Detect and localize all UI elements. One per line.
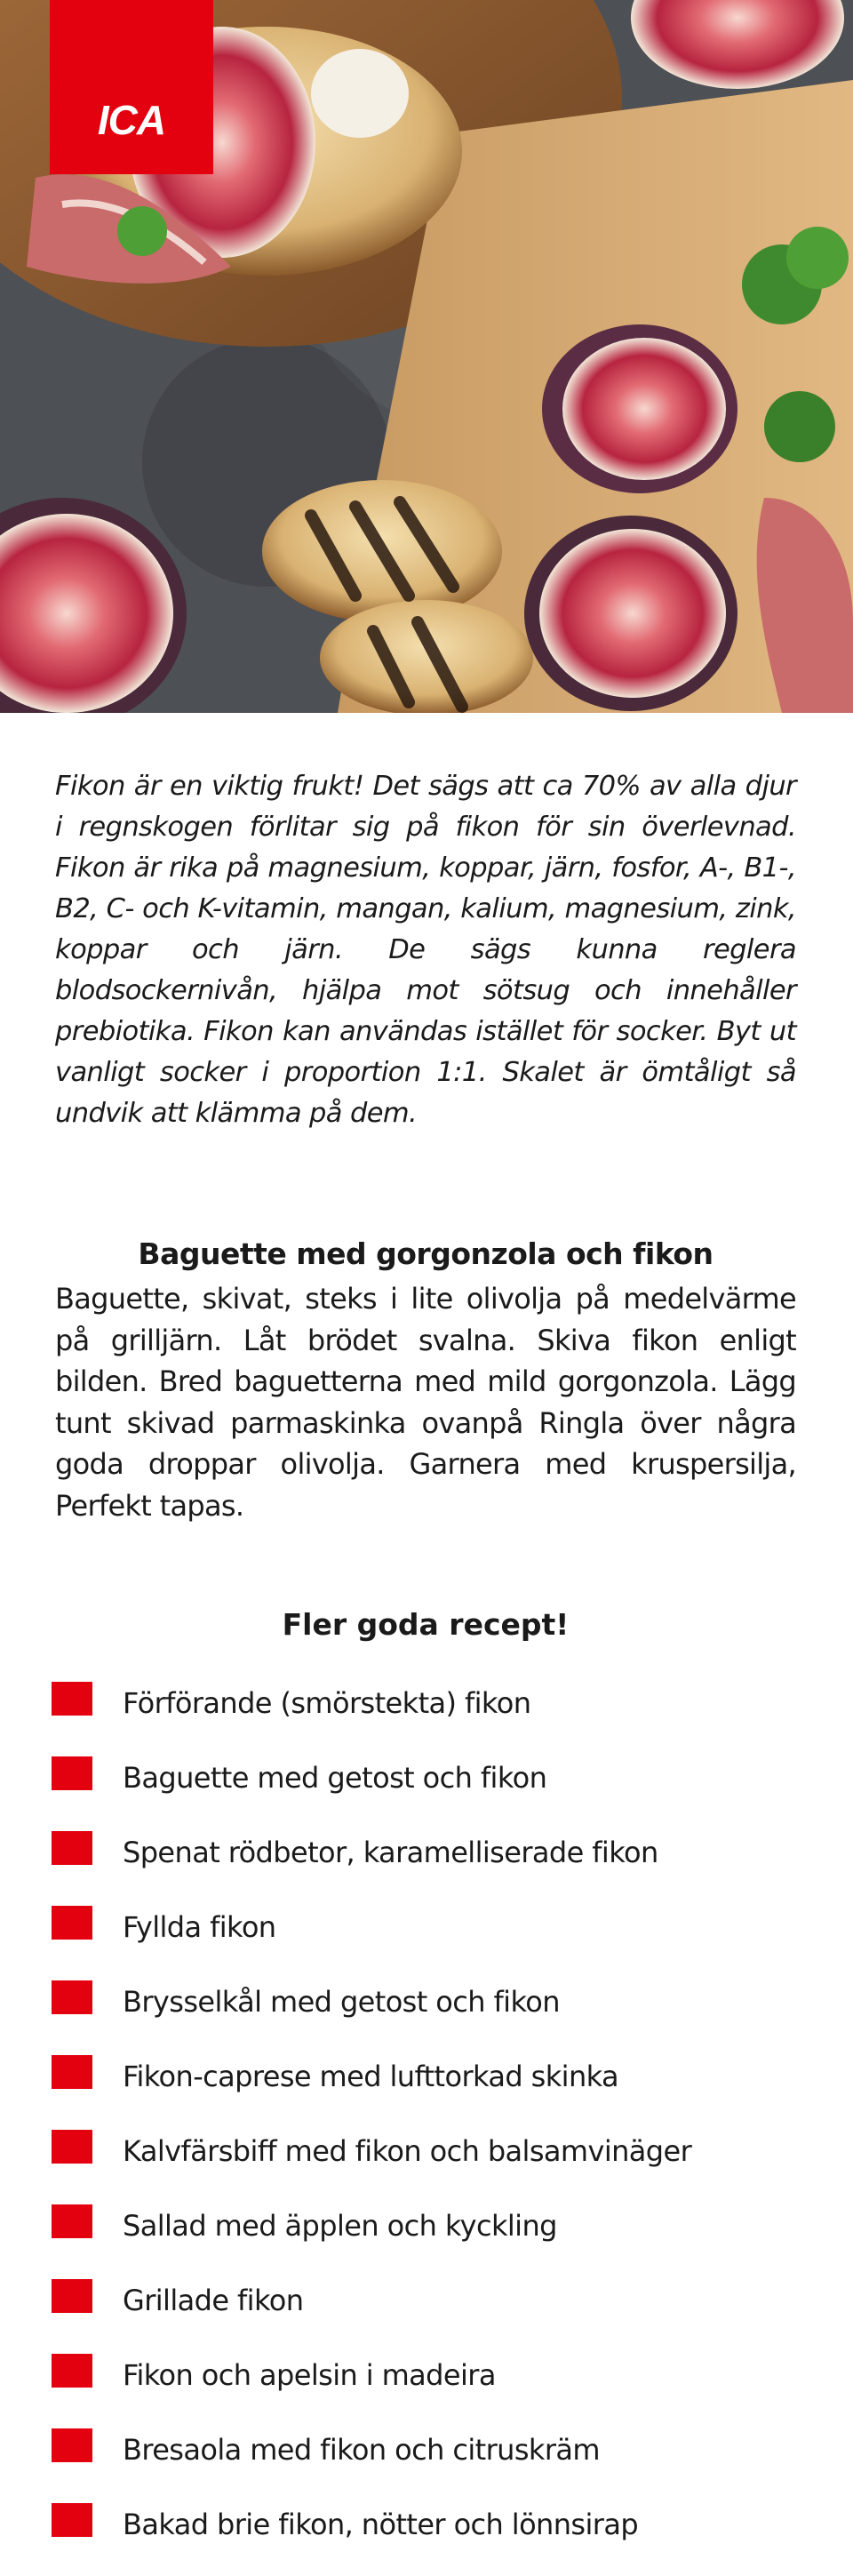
red-square-bullet-icon [52, 2204, 92, 2238]
red-square-bullet-icon [52, 2354, 92, 2388]
recipe-title: Baguette med gorgonzola och fikon [138, 1236, 713, 1271]
red-square-bullet-icon [52, 2428, 92, 2462]
recipe-link[interactable]: Baguette med getost och fikon [123, 1761, 547, 1795]
hero-image [0, 0, 853, 713]
red-square-bullet-icon [52, 2279, 92, 2313]
list-item [52, 2039, 816, 2114]
recipe-link[interactable]: Bakad brie fikon, nötter och lönnsirap [123, 2508, 639, 2541]
list-item [52, 2338, 816, 2412]
red-square-bullet-icon [52, 1831, 92, 1865]
list-item [52, 2263, 816, 2338]
recipe-link[interactable]: Förförande (smörstekta) fikon [123, 1686, 531, 1720]
intro-paragraph: Fikon är en viktig frukt! Det sägs att ca 70% av alla djur i regnskogen förlitar sig på fikon för sin överlevnad. Fikon är rika på magnesium, koppar, järn, fosfor, A-, B1-, B2, C- och K-vitamin, mangan, kalium, magnesium, zink, koppar och järn. De sägs kunna reglera blodsockernivån, hjälpa mot sötsug och innehåller prebiotika. Fikon kan användas istället för socker. Byt ut vanligt socker i proportion 1:1. Skalet är ömtåligt så undvik att klämma på dem. [55, 771, 796, 1129]
list-item [52, 1815, 816, 1890]
ica-logo-text: ICA [97, 97, 166, 143]
list-item [52, 1666, 816, 1740]
recipe-link[interactable]: Bresaola med fikon och citruskräm [123, 2433, 600, 2467]
recipe-link[interactable]: Fikon-caprese med lufttorkad skinka [123, 2060, 619, 2093]
list-item [52, 2114, 816, 2188]
more-recipes-title: Fler goda recept! [282, 1607, 570, 1642]
ica-logo [50, 0, 213, 174]
red-square-bullet-icon [52, 2130, 92, 2164]
red-square-bullet-icon [52, 2055, 92, 2089]
recipe-link[interactable]: Fyllda fikon [123, 1910, 276, 1944]
recipe-link[interactable]: Fikon och apelsin i madeira [123, 2358, 496, 2392]
recipe-link[interactable]: Brysselkål med getost och fikon [123, 1985, 560, 2019]
list-item [52, 1890, 816, 1964]
list-item [52, 1964, 816, 2039]
red-square-bullet-icon [52, 1906, 92, 1940]
list-item [52, 2188, 816, 2263]
recipe-link[interactable]: Kalvfärsbiff med fikon och balsamvinäger [123, 2134, 692, 2168]
list-item [52, 1740, 816, 1815]
recipe-link[interactable]: Grillade fikon [123, 2284, 304, 2317]
red-square-bullet-icon [52, 1756, 92, 1790]
recipe-link[interactable]: Spenat rödbetor, karamelliserade fikon [123, 1836, 658, 1869]
red-square-bullet-icon [52, 2503, 92, 2537]
list-item [52, 2412, 816, 2487]
recipe-link[interactable]: Sallad med äpplen och kyckling [123, 2209, 557, 2243]
list-item [52, 2487, 816, 2562]
red-square-bullet-icon [52, 1980, 92, 2014]
red-square-bullet-icon [52, 1682, 92, 1716]
recipe-body: Baguette, skivat, steks i lite olivolja på medelvärme på grilljärn. Låt brödet svalna. Skiva fikon enligt bilden. Bred baguetterna med mild gorgonzola. Lägg tunt skivad parmaskinka ovanpå Ringla över några goda droppar olivolja. Garnera med kruspersilja, Perfekt tapas. [55, 1282, 796, 1523]
more-recipes-list [52, 1666, 816, 2562]
